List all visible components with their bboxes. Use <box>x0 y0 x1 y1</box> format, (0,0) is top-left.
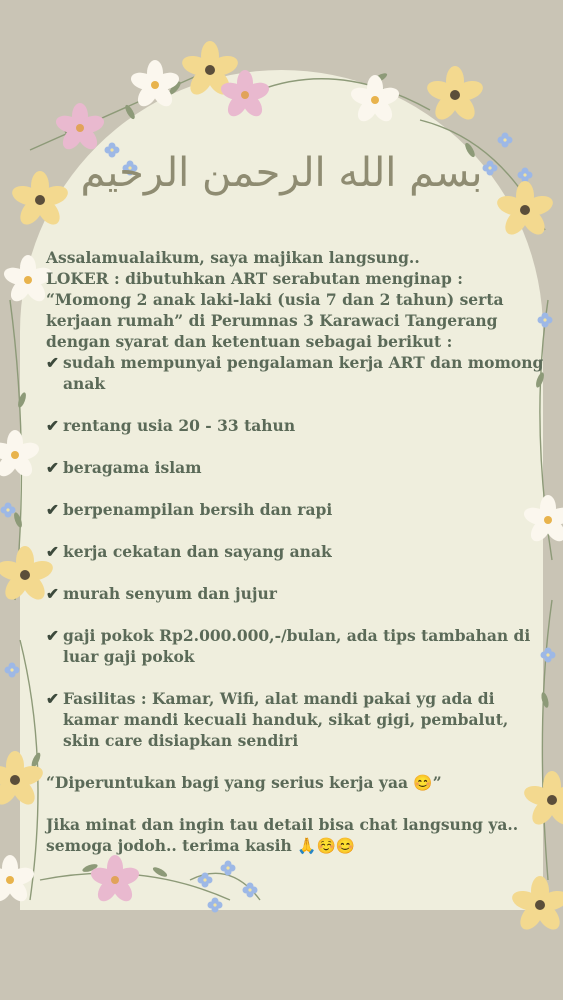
check-icon: ✔ <box>46 584 59 603</box>
job-posting-text <box>46 247 546 856</box>
check-icon: ✔ <box>46 416 59 435</box>
requirement-item <box>46 541 546 562</box>
requirement-item <box>46 583 546 604</box>
check-icon: ✔ <box>46 626 59 645</box>
requirement-item <box>46 457 546 478</box>
job-title-line: LOKER : dibutuhkan ART serabutan menginap : <box>46 269 463 288</box>
requirement-text: gaji pokok Rp2.000.000,-/bulan, ada tips tambahan di luar gaji pokok <box>63 626 531 666</box>
requirement-text: sudah mempunyai pengalaman kerja ART dan momong anak <box>63 353 544 393</box>
requirement-item <box>46 499 546 520</box>
requirement-text: rentang usia 20 - 33 tahun <box>63 416 296 435</box>
closing-text: Jika minat dan ingin tau detail bisa chat langsung ya.. semoga jodoh.. terima kasih 🙏☺️😊 <box>46 815 519 855</box>
requirement-item <box>46 415 546 436</box>
requirement-item <box>46 352 546 394</box>
greeting-line: Assalamualaikum, saya majikan langsung.. <box>46 248 420 267</box>
requirement-text: murah senyum dan jujur <box>63 584 277 603</box>
requirement-text: Fasilitas : Kamar, Wifi, alat mandi pakai yg ada di kamar mandi kecuali handuk, sikat gigi, pembalut, skin care disiapkan sendiri <box>63 689 509 750</box>
basmala-calligraphy: بسم الله الرحمن الرحيم <box>80 150 483 196</box>
requirement-item <box>46 625 546 667</box>
requirement-text: kerja cekatan dan sayang anak <box>63 542 332 561</box>
check-icon: ✔ <box>46 500 59 519</box>
check-icon: ✔ <box>46 689 59 708</box>
check-icon: ✔ <box>46 542 59 561</box>
requirement-text: beragama islam <box>63 458 202 477</box>
check-icon: ✔ <box>46 353 59 372</box>
job-description: “Momong 2 anak laki-laki (usia 7 dan 2 tahun) serta kerjaan rumah” di Perumnas 3 Karawaci Tangerang dengan syarat dan ketentuan sebagai berikut : <box>46 290 504 351</box>
requirement-item <box>46 688 546 751</box>
check-icon: ✔ <box>46 458 59 477</box>
requirement-text: berpenampilan bersih dan rapi <box>63 500 333 519</box>
quote-line: “Diperuntukan bagi yang serius kerja yaa 😊” <box>46 773 442 792</box>
